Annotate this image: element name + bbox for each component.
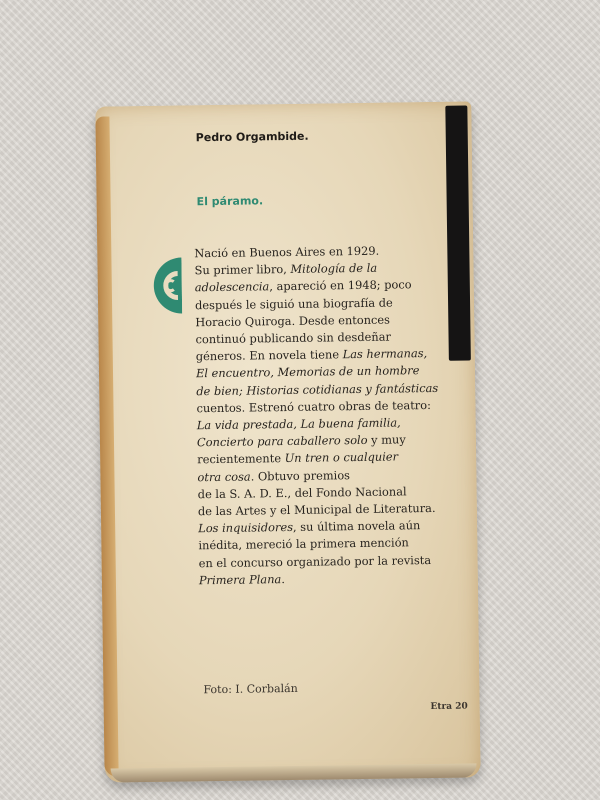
biography-text: géneros. En novela tiene [195,347,343,364]
biography-italic-text: Concierto para caballero solo [196,433,368,450]
biography-italic-text: adolescencia [194,279,270,295]
author-biography [194,241,474,589]
biography-text: continuó publicando sin desdeñar [195,329,391,347]
author-name: Pedro Orgambide. [195,129,309,145]
biography-italic-text: Los inquisidores [198,520,294,536]
biography-italic-text: otra cosa [197,469,251,484]
biography-text: , su última novela aún [292,518,421,535]
biography-text: inédita, mereció la primera mención [198,535,409,553]
biography-italic-text: Las hermanas, [342,346,428,362]
biography-text: recientemente [197,451,285,467]
biography-text: , apareció en 1948; poco [269,277,412,294]
biography-text: . [281,571,286,586]
biography-italic-text: Un tren o cualquier [284,449,399,466]
publisher-c-logo-icon [133,255,182,316]
worn-bottom-edge [111,763,477,782]
biography-italic-text: El encuentro, Memorias de un hombre [195,363,420,381]
book-back-cover [95,101,480,782]
biography-italic-text: Mitología de la [290,260,378,277]
biography-italic-text: La vida prestada, La buena familia, [196,415,401,433]
biography-italic-text: de bien; Historias cotidianas y fantásticas [196,380,439,398]
catalog-code: Etra 20 [430,701,468,713]
biography-text: de la S. A. D. E., del Fondo Nacional [197,484,407,502]
biography-text: de las Artes y el Municipal de Literatura. [197,500,436,519]
biography-text: después le siguió una biografía de [194,295,393,312]
biography-text: Horacio Quiroga. Desde entonces [195,312,391,330]
biography-text: Nació en Buenos Aires en 1929. [194,243,380,261]
biography-text: y muy [367,432,406,448]
biography-text: . Obtuvo premios [250,467,351,484]
biography-italic-text: Primera Plana [198,571,282,588]
worn-spine-edge [95,116,118,776]
photo-credit: Foto: I. Corbalán [203,681,298,697]
biography-text: Su primer libro, [194,262,291,278]
biography-text: en el concurso organizado por la revista [198,552,432,570]
book-title: El páramo. [196,194,264,209]
biography-text: cuentos. Estrenó cuatro obras de teatro: [196,397,431,416]
biography-line [199,568,474,589]
